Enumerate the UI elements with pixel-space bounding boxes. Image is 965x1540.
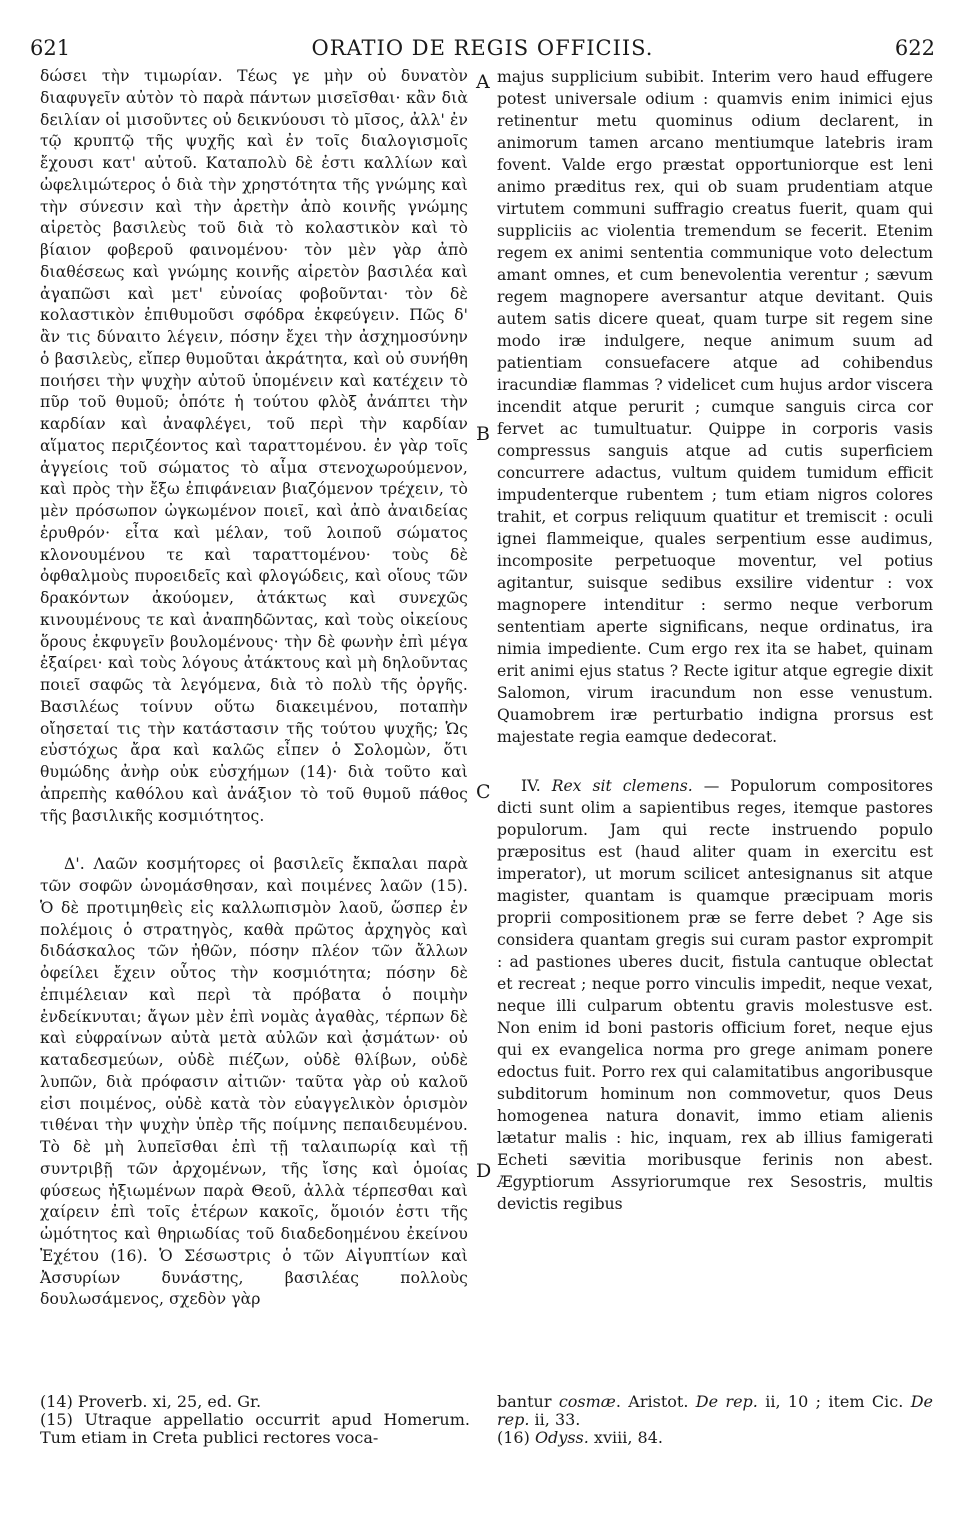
margin-letter-d: D [476, 1160, 492, 1182]
margin-letter-c: C [476, 781, 491, 803]
greek-paragraph-2: Δ'. Λαῶν κοσμήτορες οἱ βασιλεῖς ἔκπαλαι παρὰ τῶν σοφῶν ὠνομάσθησαν, καὶ ποιμένες λαῶν (15). Ὁ δὲ προτιμηθεὶς εἰς καλλωπισμὸν λαοῦ, ὥσπερ ἐν πολέμοις ὁ στρατηγὸς, καθὰ πρῶτος ἀρχηγὸς καὶ διδάσκαλος τῶν ἠθῶν, πόσην πλέον τῶν ἄλλων ὀφείλει ἔχειν οὗτος τὴν κοσμιότητα; πόσην δὲ ἐπιμέλειαν καὶ περὶ τὰ πρόβατα ὁ ποιμὴν ἐνδείκνυται; ἄγων μὲν ἐπὶ νομὰς ἀγαθὰς, τέρπων δὲ καὶ εὐφραίνων αὐτὰ μετὰ αὐλῶν καὶ ᾀσμάτων· οὐ καταδεσμεύων, οὐδὲ πιέζων, οὐδὲ θλίβων, οὐδὲ λυπῶν, διὰ πρόφασιν αἰτιῶν· ταῦτα γὰρ οὐ καλοῦ εἰσι ποιμένος, οὐδὲ κατὰ τὸν εὐαγγελικὸν ὁρισμὸν τιθέναι τὴν ψυχὴν ὑπὲρ τῆς ποίμνης πεπαιδευμένου. Τὸ δὲ μὴ λυπεῖσθαι ἐπὶ τῇ ταλαιπωρίᾳ καὶ τῇ συντριβῇ τῶν ἀρχομένων, τῆς ἴσης καὶ ὁμοίας φύσεως ἠξιωμένων παρὰ Θεοῦ, ἀλλὰ τέρπεσθαι καὶ χαίρειν ἐπὶ τοῖς ἑτέρων κακοῖς, ὅμοιόν ἐστι τῆς ὠμότητος καὶ θηριωδίας τοῦ διαδεδοημένου ἐκείνου Ἐχέτου (16). Ὁ Σέσωστρις ὁ τῶν Αἰγυπτίων καὶ Ἀσσυρίων δυνάστης, βασιλέας πολλοὺς δουλωσάμενος, σχεδὸν γὰρ [40, 855, 468, 1309]
running-title: ORATIO DE REGIS OFFICIIS. [311, 36, 654, 60]
footnote-15: (15) Utraque appellatio occurrit apud Homerum. Tum etiam in Creta publici rectores voca- [40, 1410, 470, 1447]
page-header [30, 30, 935, 70]
page-number-left: 621 [30, 36, 71, 60]
section-number: IV. [521, 777, 541, 795]
greek-column [40, 66, 468, 1311]
page-number-right: 622 [894, 36, 935, 60]
footnotes-left [40, 1393, 470, 1447]
latin-paragraph-2 [497, 775, 933, 1215]
latin-paragraph-1: majus supplicium subibit. Interim vero haud effugere potest universale odium : quamvis enim inimici ejus retinentur metu quominus odium declarent, in animorum tamen arcano mentiumque latebris iram fovent. Valde ergo præstat opportuniorque est leni animo præditus rex, qui ob suam prudentiam atque virtutem communi suffragio creatus fuerit, quam qui suppliciis ac violentia tremendum se fecerit. Etenim regem ex animi sententia communique voto delectum amant omnes, et cum benevolentia verentur ; sævum regem magnopere aversantur atque devitant. Quis autem satis dicere queat, quam turpe sit regem sine modo iræ indulgere, neque animum suum ad patientiam consuefacere atque ad cohibendus iracundiæ flammas ? videlicet cum hujus ardor viscera incendit atque perurit ; cumque sanguis circa cor fervet ac tumultuatur. Quippe in corporis vasis compressus sanguis atque ad cutis superficiem concurrere adactus, vultum quidem tumidum efficit impudenterque rubentem ; tum etiam nigros colores trahit, et corpus reliquum quatitur et tremiscit : oculi ignei flammeique, quales serpentium esse audimus, incomposite perpetuoque moventur, vel potius agitantur, suisque sedibus exsilire videntur : vox magnopere intenditur : sermo neque verborum sententiam aperte significans, neque ordinatus, ira nimia impediente. Cum ergo rex ita se habet, quinam erit animi ejus status ? Recte igitur atque egregie dixit Salomon, virum iracundum non esse venustum. Quamobrem iræ perturbatio indigna prorsus est majestate regia eamque dedecorat. [497, 68, 933, 746]
margin-letter-a: A [476, 71, 490, 93]
footnotes-right [497, 1393, 933, 1447]
latin-column [497, 66, 933, 1215]
footnote-14: (14) Proverb. xi, 25, ed. Gr. [40, 1392, 262, 1411]
greek-paragraph-1: δώσει τὴν τιμωρίαν. Τέως γε μὴν οὐ δυνατὸν διαφυγεῖν αὐτὸν τὸ παρὰ πάντων μισεῖσθαι· κἂν διὰ δειλίαν οἱ μισοῦντες οὐ δεικνύουσι τὸ μῖσος, ἀλλ' ἐν τῷ κρυπτῷ τῆς ψυχῆς καὶ ἐν τοῖς διαλογισμοῖς ἔχουσι κατ' αὐτοῦ. Καταπολὺ δὲ ἐστι καλλίων καὶ ὠφελιμώτερος ὁ διὰ τὴν χρηστότητα τῆς γνώμης καὶ τὴν σύνεσιν καὶ τὴν ἀρετὴν ἀπὸ κοινῆς γνώμης αἱρετὸς βασιλεὺς τοῦ διὰ τὸ κολαστικὸν καὶ τὸ βίαιον φοβεροῦ φαινομένου· τὸν μὲν γὰρ ἀπὸ διαθέσεως καὶ γνώμης κοινῆς αἱρετὸν βασιλέα καὶ ἀγαπῶσι καὶ μετ' εὐνοίας φοβοῦνται· τὸν δὲ κολαστικὸν ἐπιθυμοῦσι σφόδρα ἐκφεύγειν. Πῶς δ' ἂν τις δύναιτο λέγειν, πόσην ἔχει τὴν ἀσχημοσύνην ὁ βασιλεὺς, εἴπερ θυμοῦται ἀκράτητα, καὶ οὐ συνήθη ποιήσει τὴν ψυχὴν αὐτοῦ ὑπομένειν καὶ κατέχειν τὸ πῦρ τοῦ θυμοῦ; ὁπότε ἡ τούτου φλὸξ ἀνάπτει τὴν καρδίαν καὶ ἀναφλέγει, τοῦ περὶ τὴν καρδίαν αἵματος περιζέοντος καὶ ταραττομένου. ἐν γὰρ τοῖς ἀγγείοις τοῦ σώματος τὸ αἷμα στενοχωρούμενον, καὶ πρὸς τὴν ἔξω ἐπιφάνειαν βιαζόμενον τρέχειν, τὸ μὲν πρόσωπον ὠγκωμένον ποιεῖ, καὶ ἀπὸ ἀναιδείας ἐρυθρόν· εἶτα καὶ μέλαν, τοῦ λοιποῦ σώματος κλονουμένου τε καὶ ταραττομένου· τοὺς δὲ ὀφθαλμοὺς πυροειδεῖς καὶ φλογώδεις, καὶ οἵους τῶν δρακόντων ἀκούομεν, ἀτάκτως καὶ συνεχῶς κινουμένους τε καὶ ἀναπηδῶντας, καὶ τοὺς οἰκείους ὅρους ἐκφυγεῖν βουλομένους· τὴν δὲ φωνὴν ἐπὶ μέγα ἐξαίρει· καὶ τοὺς λόγους ἀτάκτους καὶ μὴ δηλοῦντας ποιεῖ σαφῶς τὰ λεγόμενα, διὰ τὸ πολὺ τῆς ὀργῆς. Βασιλέως τοίνυν οὕτω διακειμένου, ποταπὴν οἴησεταί τις τὴν κατάστασιν τῆς τούτου ψυχῆς; Ὡς εὐστόχως ἄρα καὶ καλῶς εἶπεν ὁ Σολομὼν, ὅτι θυμώδης ἀνὴρ οὐκ εὐσχήμων (14)· διὰ τοῦτο καὶ ἀπρεπὴς καθόλου καὶ ἀνάξιον τὸ τοῦ θυμοῦ πάθος τῆς βασιλικῆς κοσμιότητος. [40, 67, 468, 825]
latin-paragraph-2-body: — Populorum compositores dicti sunt olim a sapientibus reges, itemque pastores populorum. Jam qui recte instruendo populo præpositus est (haud aliter quam in exercitu est imperator), ut morum scilicet antesignanus sit atque magister, quantam is quamque præcipuam moris proprii compositionem præ se ferre debet ? Age sis considera quantam gregis sui curam pastor exprompit : ad pastiones uberes ducit, fistula cantuque oblectat et recreat ; neque porro vinculis impedit, neque vexat, neque illi culparum obtentu gravis molestusve est. Non enim id boni pastoris officium foret, neque ejus qui ex evangelica norma pro grege animam ponere edoctus fuit. Porro rex qui calamitatibus angoribusque subditorum hominum non commovetur, quos Deus homogenea natura donavit, immo etiam alienis lætatur malis : hic, inquam, rex ab illius famigerati Echeti sævitia moribusque ferinis non abest. Ægyptiorum Assyriorumque rex Sesostris, multis devictis regibus [497, 777, 933, 1213]
section-title: Rex sit clemens. [551, 777, 693, 795]
footnote-15-continued: bantur cosmæ. Aristot. De rep. ii, 10 ; item Cic. De rep. ii, 33. [497, 1392, 933, 1429]
footnote-16: (16) Odyss. xviii, 84. [497, 1428, 663, 1447]
margin-letter-b: B [476, 423, 490, 445]
